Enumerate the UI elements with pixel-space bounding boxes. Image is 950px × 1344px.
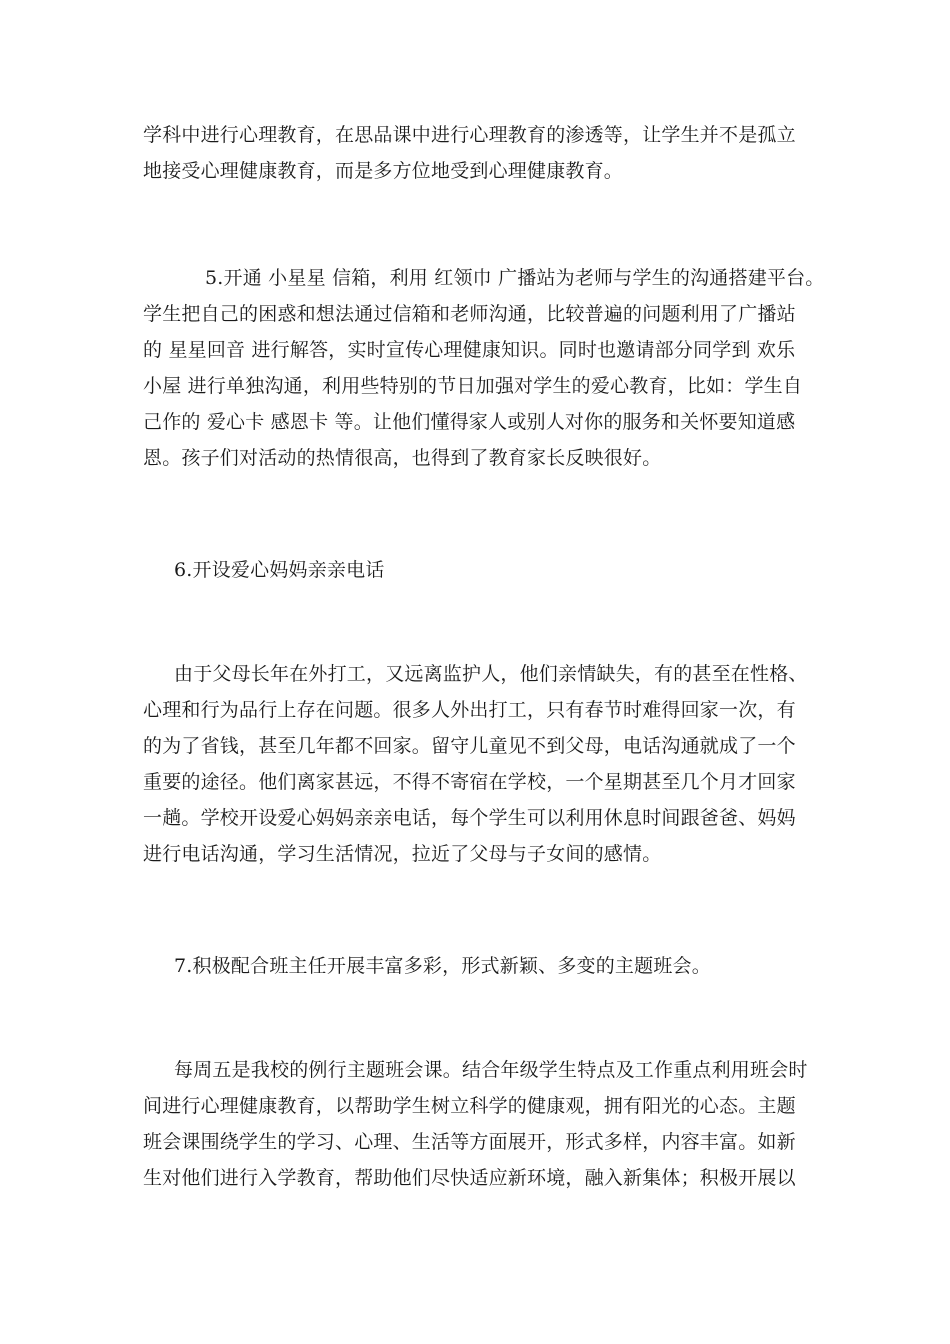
text-line: 7.积极配合班主任开展丰富多彩，形式新颖、多变的主题班会。: [174, 955, 711, 977]
text-line: 学生把自己的困惑和想法通过信箱和老师沟通，比较普遍的问题利用了广播站: [143, 303, 796, 325]
text-line: 地接受心理健康教育，而是多方位地受到心理健康教育。: [143, 160, 624, 182]
text-line: 小屋 进行单独沟通，利用些特别的节日加强对学生的爱心教育，比如：学生自: [143, 375, 803, 397]
paragraph-phone-program: [143, 656, 808, 872]
text-line: 一趟。学校开设爱心妈妈亲亲电话，每个学生可以利用休息时间跟爸爸、妈妈: [143, 807, 796, 829]
text-line: 学科中进行心理教育，在思品课中进行心理教育的渗透等，让学生并不是孤立: [143, 124, 796, 146]
paragraph-item-5: [143, 260, 825, 476]
text-line: 己作的 爱心卡 感恩卡 等。让他们懂得家人或别人对你的服务和关怀要知道感: [143, 411, 796, 433]
text-line: 进行电话沟通，学习生活情况，拉近了父母与子女间的感情。: [143, 843, 662, 865]
text-line: 班会课围绕学生的学习、心理、生活等方面展开，形式多样，内容丰富。如新: [143, 1131, 796, 1153]
text-line: 的 星星回音 进行解答，实时宣传心理健康知识。同时也邀请部分同学到 欢乐: [143, 339, 796, 361]
text-line: 6.开设爱心妈妈亲亲电话: [174, 559, 385, 581]
text-line: 间进行心理健康教育，以帮助学生树立科学的健康观，拥有阳光的心态。主题: [143, 1095, 796, 1117]
text-line: 生对他们进行入学教育，帮助他们尽快适应新环境，融入新集体；积极开展以: [143, 1167, 796, 1189]
paragraph-continuation: [143, 117, 803, 189]
heading-item-6: [143, 552, 803, 588]
text-line: 5.开通 小星星 信箱，利用 红领巾 广播站为老师与学生的沟通搭建平台。: [205, 267, 825, 289]
text-line: 由于父母长年在外打工，又远离监护人，他们亲情缺失，有的甚至在性格、: [174, 663, 808, 685]
text-line: 心理和行为品行上存在问题。很多人外出打工，只有春节时难得回家一次，有: [143, 699, 796, 721]
text-line: 的为了省钱，甚至几年都不回家。留守儿童见不到父母，电话沟通就成了一个: [143, 735, 796, 757]
text-line: 恩。孩子们对活动的热情很高，也得到了教育家长反映很好。: [143, 447, 662, 469]
paragraph-class-meeting: [143, 1052, 808, 1196]
heading-item-7: [143, 948, 803, 984]
text-line: 重要的途径。他们离家甚远，不得不寄宿在学校，一个星期甚至几个月才回家: [143, 771, 796, 793]
text-line: 每周五是我校的例行主题班会课。结合年级学生特点及工作重点利用班会时: [174, 1059, 808, 1081]
